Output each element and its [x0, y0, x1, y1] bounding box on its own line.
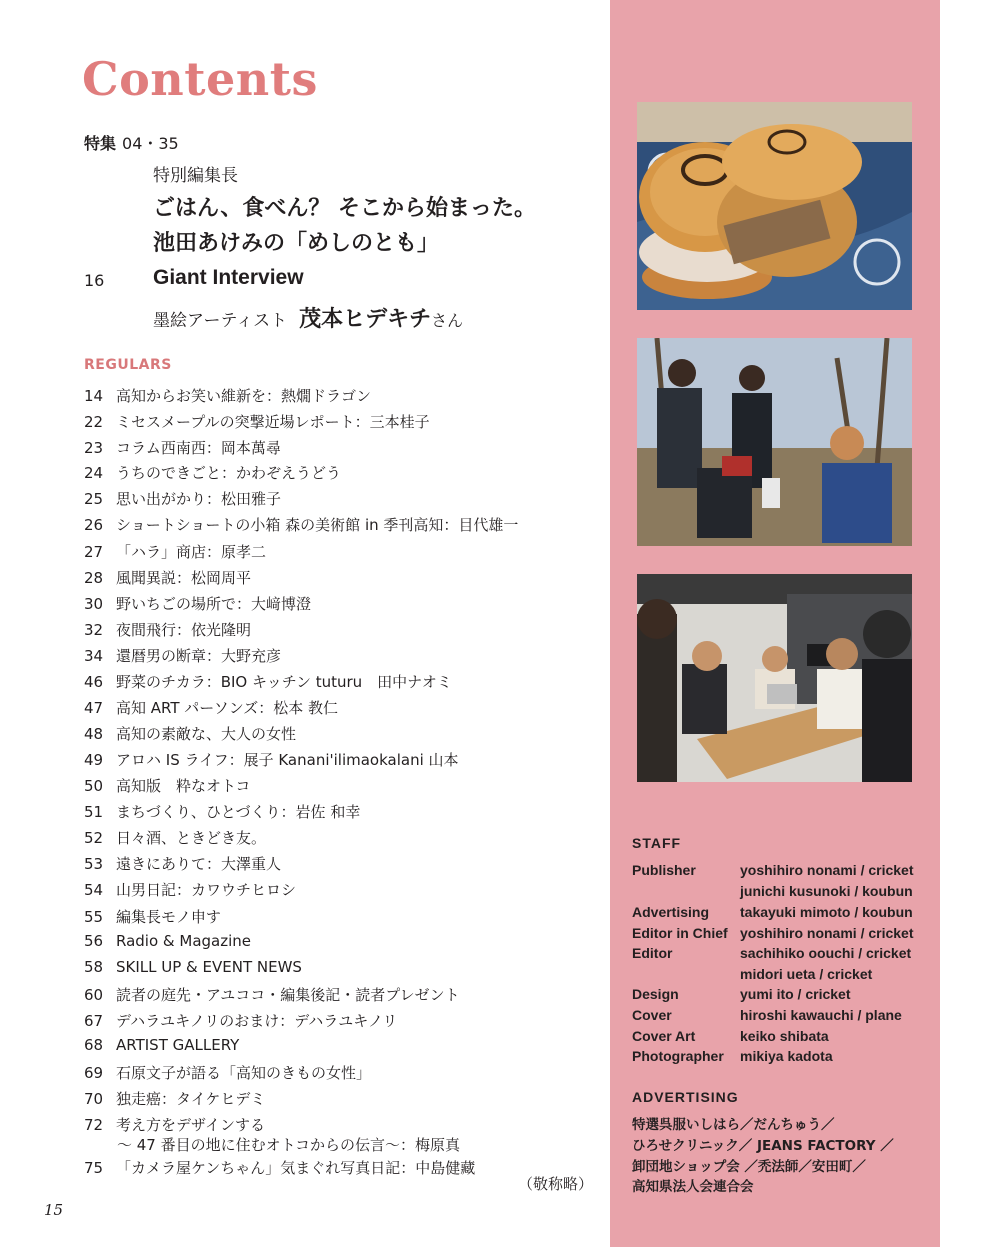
giant-interview-honorific: さん: [431, 311, 464, 330]
regular-title: 石原文子が語る「高知のきもの女性」: [116, 1064, 372, 1082]
giant-interview-page: 16: [84, 271, 105, 290]
regular-title: 読者の庭先・アユココ・編集後記・読者プレゼント: [116, 986, 460, 1004]
regular-item: [84, 984, 460, 1005]
regular-page-number: 49: [84, 751, 104, 769]
regular-item: [84, 385, 371, 406]
regular-page-number: 34: [84, 647, 104, 665]
regular-title: ショートショートの小箱 森の美術館 in 季刊高知：目代雄一: [116, 516, 519, 534]
regular-page-number: 55: [84, 908, 104, 926]
regular-title: まちづくり、ひとづくり：岩佐 和幸: [116, 803, 361, 821]
regular-page-number: 58: [84, 958, 104, 976]
regular-title: 遠きにありて：大澤重人: [116, 855, 282, 873]
regular-item: [84, 567, 251, 588]
staff-name: junichi kusunoki / koubun: [740, 883, 913, 899]
regular-item: [84, 749, 459, 770]
regular-page-number: 54: [84, 881, 104, 899]
regular-title: 思い出がかり：松田雅子: [116, 490, 282, 508]
feature-title-line2: 池田あけみの「めしのとも」: [153, 230, 440, 256]
regular-page-number: 53: [84, 855, 104, 873]
regulars-heading: REGULARS: [84, 357, 172, 373]
regular-page-number: 25: [84, 490, 104, 508]
regular-page-number: 56: [84, 932, 104, 950]
regular-title: 編集長モノ申す: [116, 908, 221, 926]
regular-title: コラム西南西：岡本萬尋: [116, 439, 281, 457]
regular-page-number: 22: [84, 413, 104, 431]
regular-item: [84, 879, 296, 900]
regular-item: [84, 645, 281, 666]
feature-label: [84, 131, 179, 154]
regular-page-number: 30: [84, 595, 104, 613]
regular-item: [84, 1088, 265, 1109]
regular-page-number: 68: [84, 1036, 104, 1054]
regular-page-number: 47: [84, 699, 104, 717]
staff-name: yoshihiro nonami / cricket: [740, 862, 914, 878]
staff-name: midori ueta / cricket: [740, 966, 873, 982]
photo-dorayaki: [637, 102, 912, 310]
advertiser-line: 特選呉服いしはら／だんちゅう／: [632, 1117, 835, 1133]
regular-title: 高知版 粋なオトコ: [116, 777, 251, 795]
regular-title: 還暦男の断章：大野充彦: [116, 647, 282, 665]
regular-item: [84, 853, 281, 874]
staff-name: hiroshi kawauchi / plane: [740, 1007, 902, 1023]
regular-page-number: 26: [84, 516, 104, 534]
giant-interview-name: 茂本ヒデキチ: [299, 306, 432, 332]
photo-meeting: [637, 574, 912, 782]
regular-page-number: 14: [84, 387, 104, 405]
regular-title: 「カメラ屋ケンちゃん」気まぐれ写真日記：中島健藏: [116, 1159, 476, 1177]
regular-title: 高知からお笑い維新を：熱燗ドラゴン: [116, 387, 372, 405]
giant-interview-role: 墨絵アーティスト: [153, 311, 288, 331]
regular-page-number: 67: [84, 1012, 104, 1030]
regular-page-number: 75: [84, 1159, 104, 1177]
regular-item: [84, 932, 251, 950]
staff-name: yumi ito / cricket: [740, 986, 851, 1002]
regular-page-number: 32: [84, 621, 104, 639]
regular-item: [84, 1036, 239, 1054]
regular-item: [84, 593, 311, 614]
staff-role: Design: [632, 986, 679, 1002]
advertiser-line: 高知県法人会連合会: [632, 1179, 754, 1195]
regular-item: [84, 462, 341, 483]
photo-outdoor-group: [637, 338, 912, 546]
regular-page-number: 46: [84, 673, 104, 691]
regular-title: 高知の素敵な、大人の女性: [116, 725, 297, 743]
regular-item: [84, 1114, 265, 1135]
regular-title: 野いちごの場所で：大﨑博澄: [116, 595, 312, 613]
staff-name: mikiya kadota: [740, 1048, 833, 1064]
regular-item: [84, 1010, 397, 1031]
giant-interview-subtitle: [153, 302, 463, 333]
regular-item: [84, 827, 266, 848]
staff-role: Editor: [632, 945, 673, 961]
regular-page-number: 72: [84, 1116, 104, 1134]
staff-role: Advertising: [632, 904, 710, 920]
advertiser-line: ひろせクリニック／ JEANS FACTORY ／: [632, 1138, 894, 1154]
regular-item: [84, 958, 302, 976]
regular-page-number: 60: [84, 986, 104, 1004]
regular-page-number: 50: [84, 777, 104, 795]
feature-title-line1: ごはん、食べん？ そこから始まった。: [153, 195, 536, 221]
regular-page-number: 52: [84, 829, 104, 847]
regular-item: [84, 541, 266, 562]
regular-title: 「ハラ」商店：原孝二: [116, 543, 267, 561]
regular-page-number: 51: [84, 803, 104, 821]
feature-tag: 特集: [84, 134, 117, 153]
regular-title: ARTIST GALLERY: [116, 1036, 240, 1054]
regular-title: 独走癌：タイケヒデミ: [116, 1090, 266, 1108]
staff-role: Cover: [632, 1007, 672, 1023]
giant-interview-title: Giant Interview: [153, 266, 304, 289]
regular-item: [84, 697, 338, 718]
regular-item: [84, 775, 250, 796]
staff-name: yoshihiro nonami / cricket: [740, 925, 914, 941]
regular-page-number: 28: [84, 569, 104, 587]
regular-page-number: 23: [84, 439, 104, 457]
regular-title: 日々酒、ときどき友。: [116, 829, 267, 847]
regular-item: [84, 619, 251, 640]
advertiser-line: 卸団地ショップ会 ／禿法師／安田町／: [632, 1159, 866, 1175]
regular-page-number: 48: [84, 725, 104, 743]
staff-name: sachihiko oouchi / cricket: [740, 945, 912, 961]
regular-item: [84, 1157, 475, 1178]
regular-item: [84, 514, 518, 535]
feature-pages: 04・35: [122, 134, 179, 153]
regular-title: デハラユキノリのおまけ：デハラユキノリ: [116, 1012, 398, 1030]
regular-page-number: 24: [84, 464, 104, 482]
regular-item: [84, 437, 281, 458]
regular-title: 考え方をデザインする: [116, 1116, 265, 1134]
regular-item: [84, 488, 281, 509]
regular-title: 高知 ART パーソンズ：松本 教仁: [116, 699, 339, 717]
regular-title: ミセスメープルの突撃近場レポート：三本桂子: [116, 413, 430, 431]
regular-page-number: 69: [84, 1064, 104, 1082]
feature-subtitle: 特別編集長: [153, 166, 238, 186]
advertising-heading: ADVERTISING: [632, 1089, 739, 1105]
staff-role: Photographer: [632, 1048, 724, 1064]
regular-title: 風聞異説：松岡周平: [116, 569, 252, 587]
regular-72-continuation: ～ 47 番目の地に住むオトコからの伝言～：梅原真: [117, 1136, 461, 1154]
regular-page-number: 70: [84, 1090, 104, 1108]
regular-page-number: 27: [84, 543, 104, 561]
regular-item: [84, 1062, 371, 1083]
regular-item: [84, 671, 452, 692]
regular-item: [84, 411, 430, 432]
regular-title: SKILL UP & EVENT NEWS: [116, 958, 302, 976]
contents-title: Contents: [82, 52, 318, 106]
staff-role: Cover Art: [632, 1028, 696, 1044]
page-number: 15: [44, 1201, 64, 1219]
regular-item: [84, 906, 221, 927]
staff-role: Publisher: [632, 862, 696, 878]
staff-heading: STAFF: [632, 835, 682, 851]
regular-title: アロハ IS ライフ：展子 Kanani'ilimaokalani 山本: [116, 751, 459, 769]
regular-title: Radio & Magazine: [116, 932, 252, 950]
regular-title: 野菜のチカラ：BIO キッチン tuturu 田中ナオミ: [116, 673, 452, 691]
regular-title: うちのできごと：かわぞえうどう: [116, 464, 342, 482]
regular-title: 山男日記：カワウチヒロシ: [116, 881, 297, 899]
regular-item: [84, 801, 360, 822]
staff-name: keiko shibata: [740, 1028, 829, 1044]
regular-title: 夜間飛行：依光隆明: [116, 621, 252, 639]
staff-role: Editor in Chief: [632, 925, 728, 941]
honorific-note: （敬称略）: [518, 1175, 594, 1193]
staff-name: takayuki mimoto / koubun: [740, 904, 913, 920]
regular-item: [84, 723, 296, 744]
